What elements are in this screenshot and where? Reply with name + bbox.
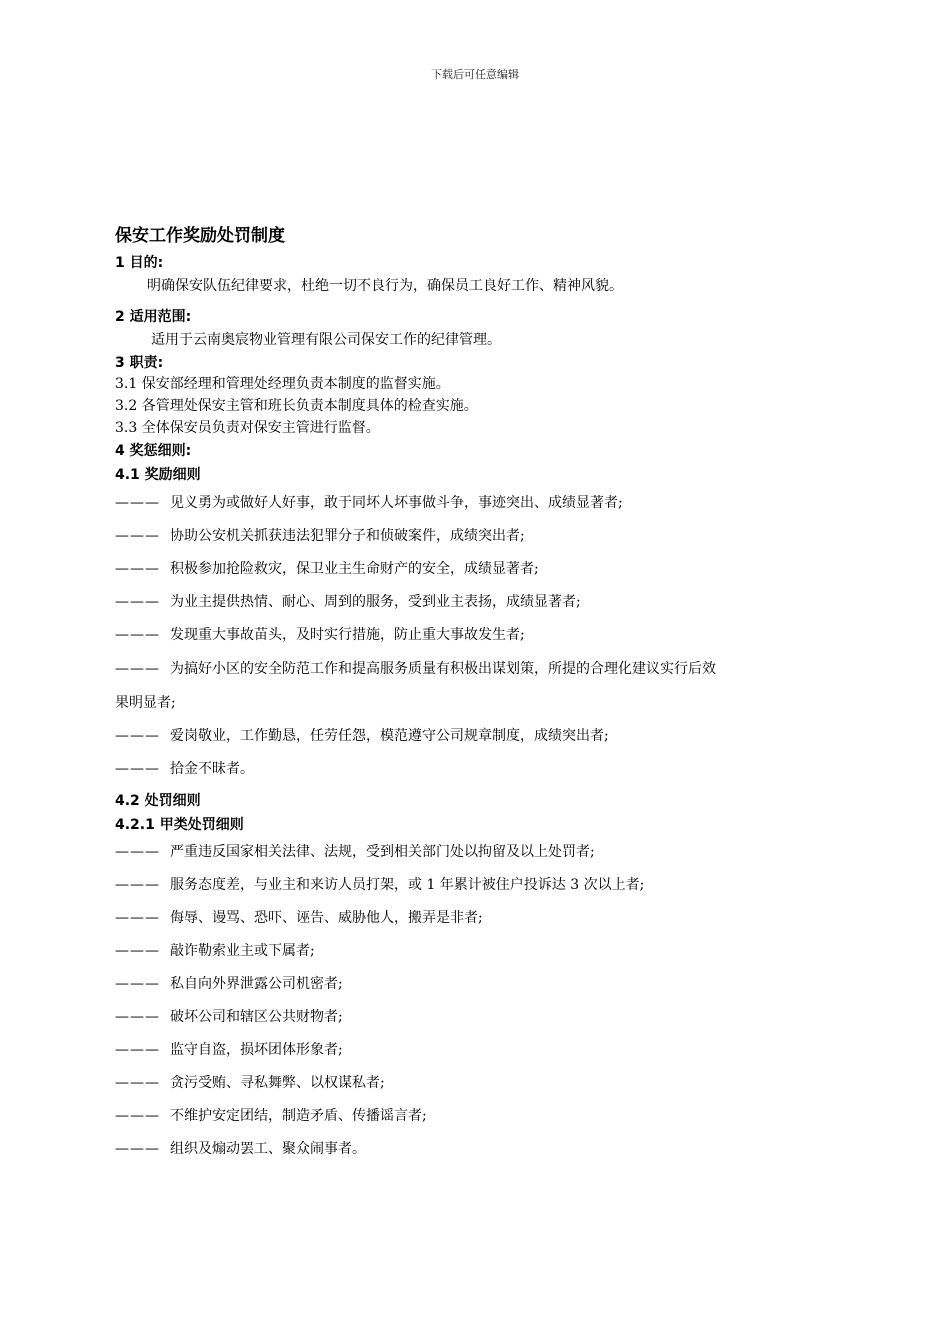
penalty-a-heading: 4.2.1 甲类处罚细则 <box>115 817 244 833</box>
penalty-item: ——— 监守自盗，损坏团体形象者; <box>115 1042 343 1058</box>
section-2-heading: 2 适用范围: <box>115 309 192 325</box>
penalty-item: ——— 敲诈勒索业主或下属者; <box>115 943 315 959</box>
reward-item: ——— 协助公安机关抓获违法犯罪分子和侦破案件，成绩突出者; <box>115 528 525 544</box>
reward-item: ——— 为业主提供热情、耐心、周到的服务，受到业主表扬，成绩显著者; <box>115 594 581 610</box>
penalty-item: ——— 破坏公司和辖区公共财物者; <box>115 1009 343 1025</box>
penalty-item: ——— 不维护安定团结，制造矛盾、传播谣言者; <box>115 1108 427 1124</box>
section-1-body: 明确保安队伍纪律要求，杜绝一切不良行为，确保员工良好工作、精神风貌。 <box>147 278 623 294</box>
reward-item: ——— 拾金不昧者。 <box>115 761 254 777</box>
reward-item: ——— 积极参加抢险救灾，保卫业主生命财产的安全，成绩显著者; <box>115 561 539 577</box>
section-3-item: 3.3 全体保安员负责对保安主管进行监督。 <box>115 420 380 436</box>
reward-item: ——— 发现重大事故苗头，及时实行措施，防止重大事故发生者; <box>115 627 525 643</box>
page-header: 下载后可任意编辑 <box>431 68 519 81</box>
document-body <box>115 224 845 1166</box>
reward-heading: 4.1 奖励细则 <box>115 467 201 483</box>
section-3-item: 3.1 保安部经理和管理处经理负责本制度的监督实施。 <box>115 376 450 392</box>
penalty-item: ——— 组织及煽动罢工、聚众闹事者。 <box>115 1141 366 1157</box>
penalty-item: ——— 私自向外界泄露公司机密者; <box>115 976 343 992</box>
document-title: 保安工作奖励处罚制度 <box>115 226 285 246</box>
penalty-item: ——— 贪污受贿、寻私舞弊、以权谋私者; <box>115 1075 385 1091</box>
penalty-item: ——— 严重违反国家相关法律、法规，受到相关部门处以拘留及以上处罚者; <box>115 844 595 860</box>
reward-item-long: ——— 为搞好小区的安全防范工作和提高服务质量有积极出谋划策，所提的合理化建议实行后效 果明显者; <box>115 661 716 711</box>
penalty-item: ——— 服务态度差，与业主和来访人员打架，或 1 年累计被住户投诉达 3 次以上者; <box>115 877 645 893</box>
penalty-item: ——— 侮辱、谩骂、恐吓、诬告、威胁他人，搬弄是非者; <box>115 910 483 926</box>
section-2-body: 适用于云南奥宸物业管理有限公司保安工作的纪律管理。 <box>151 332 501 348</box>
reward-item: ——— 爱岗敬业，工作勤恳，任劳任怨，模范遵守公司规章制度，成绩突出者; <box>115 728 609 744</box>
section-1-heading: 1 目的: <box>115 255 164 271</box>
reward-item: ——— 见义勇为或做好人好事，敢于同坏人坏事做斗争，事迹突出、成绩显著者; <box>115 495 623 511</box>
section-4-heading: 4 奖惩细则: <box>115 443 192 459</box>
section-3-item: 3.2 各管理处保安主管和班长负责本制度具体的检查实施。 <box>115 398 478 414</box>
section-3-heading: 3 职责: <box>115 355 164 371</box>
penalty-heading: 4.2 处罚细则 <box>115 793 201 809</box>
